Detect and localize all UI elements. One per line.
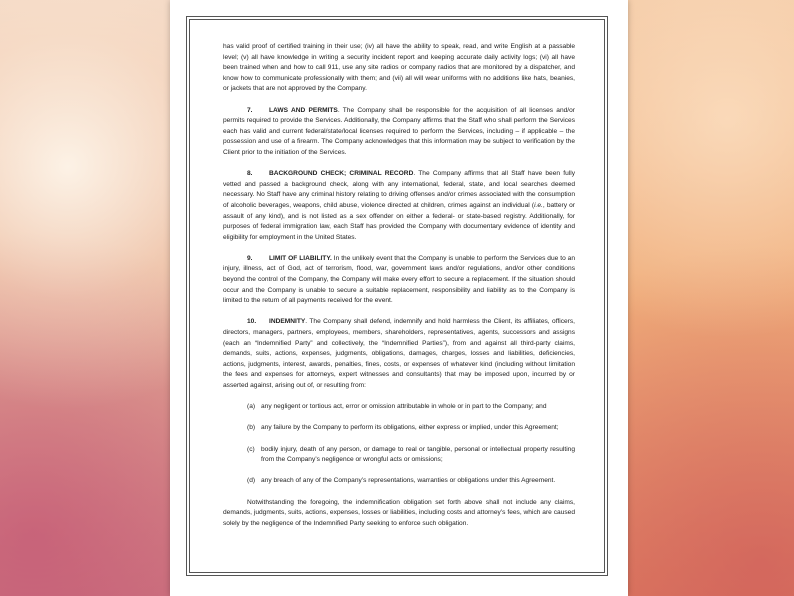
section-10 [223, 317, 575, 391]
section-title: INDEMNITY [269, 318, 306, 326]
section-body-italic: i.e. [534, 201, 543, 209]
list-item-text: any breach of any of the Company’s representations, warranties or obligations under this Agreement. [261, 477, 556, 485]
section-title: LAWS AND PERMITS [269, 106, 338, 114]
list-item-text: any negligent or tortious act, error or omission attributable in whole or in part to the Company; and [261, 403, 547, 411]
list-item-label: (b) [247, 424, 256, 432]
section-body: . The Company shall be responsible for the acquisition of all licenses and/or permits required to provide the Services. Additionally, the Company affirms that the Staff who shall perform the Services each has valid and current federal/state/local licenses required to perform the Services, including – if applicable – the possession and use of a firearm. The Company acknowledges that this information may be subject to verification by the Client prior to the initiation of the Services. [223, 106, 576, 156]
closing-paragraph: Notwithstanding the foregoing, the indemnification obligation set forth above shall not include any claims, demands, judgments, suits, actions, expenses, losses or liabilities, including costs and attorney’s fees, which are caused solely by the negligence of the Indemnified Party seeking to enforce such obligation. [223, 498, 575, 527]
section-number: 7. [247, 106, 253, 114]
list-item [247, 423, 575, 434]
section-body: In the unlikely event that the Company is unable to perform the Services due to an injury, illness, act of God, act of terrorism, flood, war, government laws and/or regulations, and/or other conditions beyond the control of the Company, the Company will make every effort to secure a replacement. If the situation should occur and the Company is unable to secure a suitable replacement, responsibility and liability as to the Company is limited to the return of all payments received for the event. [223, 254, 575, 305]
document-body [223, 42, 575, 540]
list-item-text: any failure by the Company to perform its obligations, either express or implied, under this Agreement; [261, 424, 559, 432]
list-item-text: bodily injury, death of any person, or damage to real or tangible, personal or intellectual property resulting from the Company’s negligence or wrongful acts or omissions; [261, 445, 575, 464]
background-right [628, 0, 794, 596]
background-left [0, 0, 170, 596]
section-title: LIMIT OF LIABILITY. [269, 254, 332, 262]
list-item-label: (d) [247, 477, 256, 485]
section-body: . The Company affirms that all Staff have been fully vetted and passed a background check, along with any international, federal, state, and local searches deemed necessary. No Staff have any criminal history relating to driving offenses and/or crimes associated with the consumption of alcoholic beverages, weapons, child abuse, violence directed at children, crimes against an individual ( [223, 170, 575, 209]
intro-paragraph: has valid proof of certified training in their use; (iv) all have the ability to speak, read, and write English at a passable level; (v) all have knowledge in writing a security incident report and keeping accurate daily activity logs; (vi) all have been trained when and how to call 911, use any site radios or company radios that are monitored by a dispatcher, and know how to communicate professionally with them; and (vii) all will wear uniforms with no additions like hats, beanies, or jackets that are not approved by the Company. [223, 43, 575, 93]
section-9 [223, 254, 575, 307]
list-item [247, 402, 575, 413]
list-item [247, 445, 575, 466]
section-body-continued: , battery or assault of any kind), and is not listed as a sex offender on either a federal- or state-based registry. Additionally, for purposes of federal immigration law, each Staff has provided the Company with documentary evidence of identity and eligibility for employment in the United States. [223, 201, 575, 241]
section-number: 9. [247, 254, 253, 262]
section-title: BACKGROUND CHECK; CRIMINAL RECORD [269, 170, 414, 178]
document-page [170, 0, 628, 596]
list-item-label: (c) [247, 445, 255, 453]
indemnity-list [223, 402, 575, 487]
section-7 [223, 106, 575, 159]
section-number: 8. [247, 170, 253, 178]
section-8 [223, 169, 575, 243]
list-item [247, 476, 575, 487]
section-body: . The Company shall defend, indemnify and hold harmless the Client, its affiliates, officers, directors, managers, partners, employees, members, shareholders, representatives, agents, successors and assigns (each an “Indemnified Party” and collectively, the “Indemnified Parties”), from and against all third-party claims, demands, suits, actions, expenses, judgments, obligations, damages, charges, losses and liabilities, deficiencies, actions, judgments, interest, awards, penalties, fines, costs, or expenses of whatever kind (including without limitation the fees and expenses for attorneys, expert witnesses and consultants) that may be imposed upon, incurred by or asserted against, arising out of, or resulting from: [223, 318, 575, 389]
list-item-label: (a) [247, 403, 256, 411]
section-number: 10. [247, 318, 257, 326]
